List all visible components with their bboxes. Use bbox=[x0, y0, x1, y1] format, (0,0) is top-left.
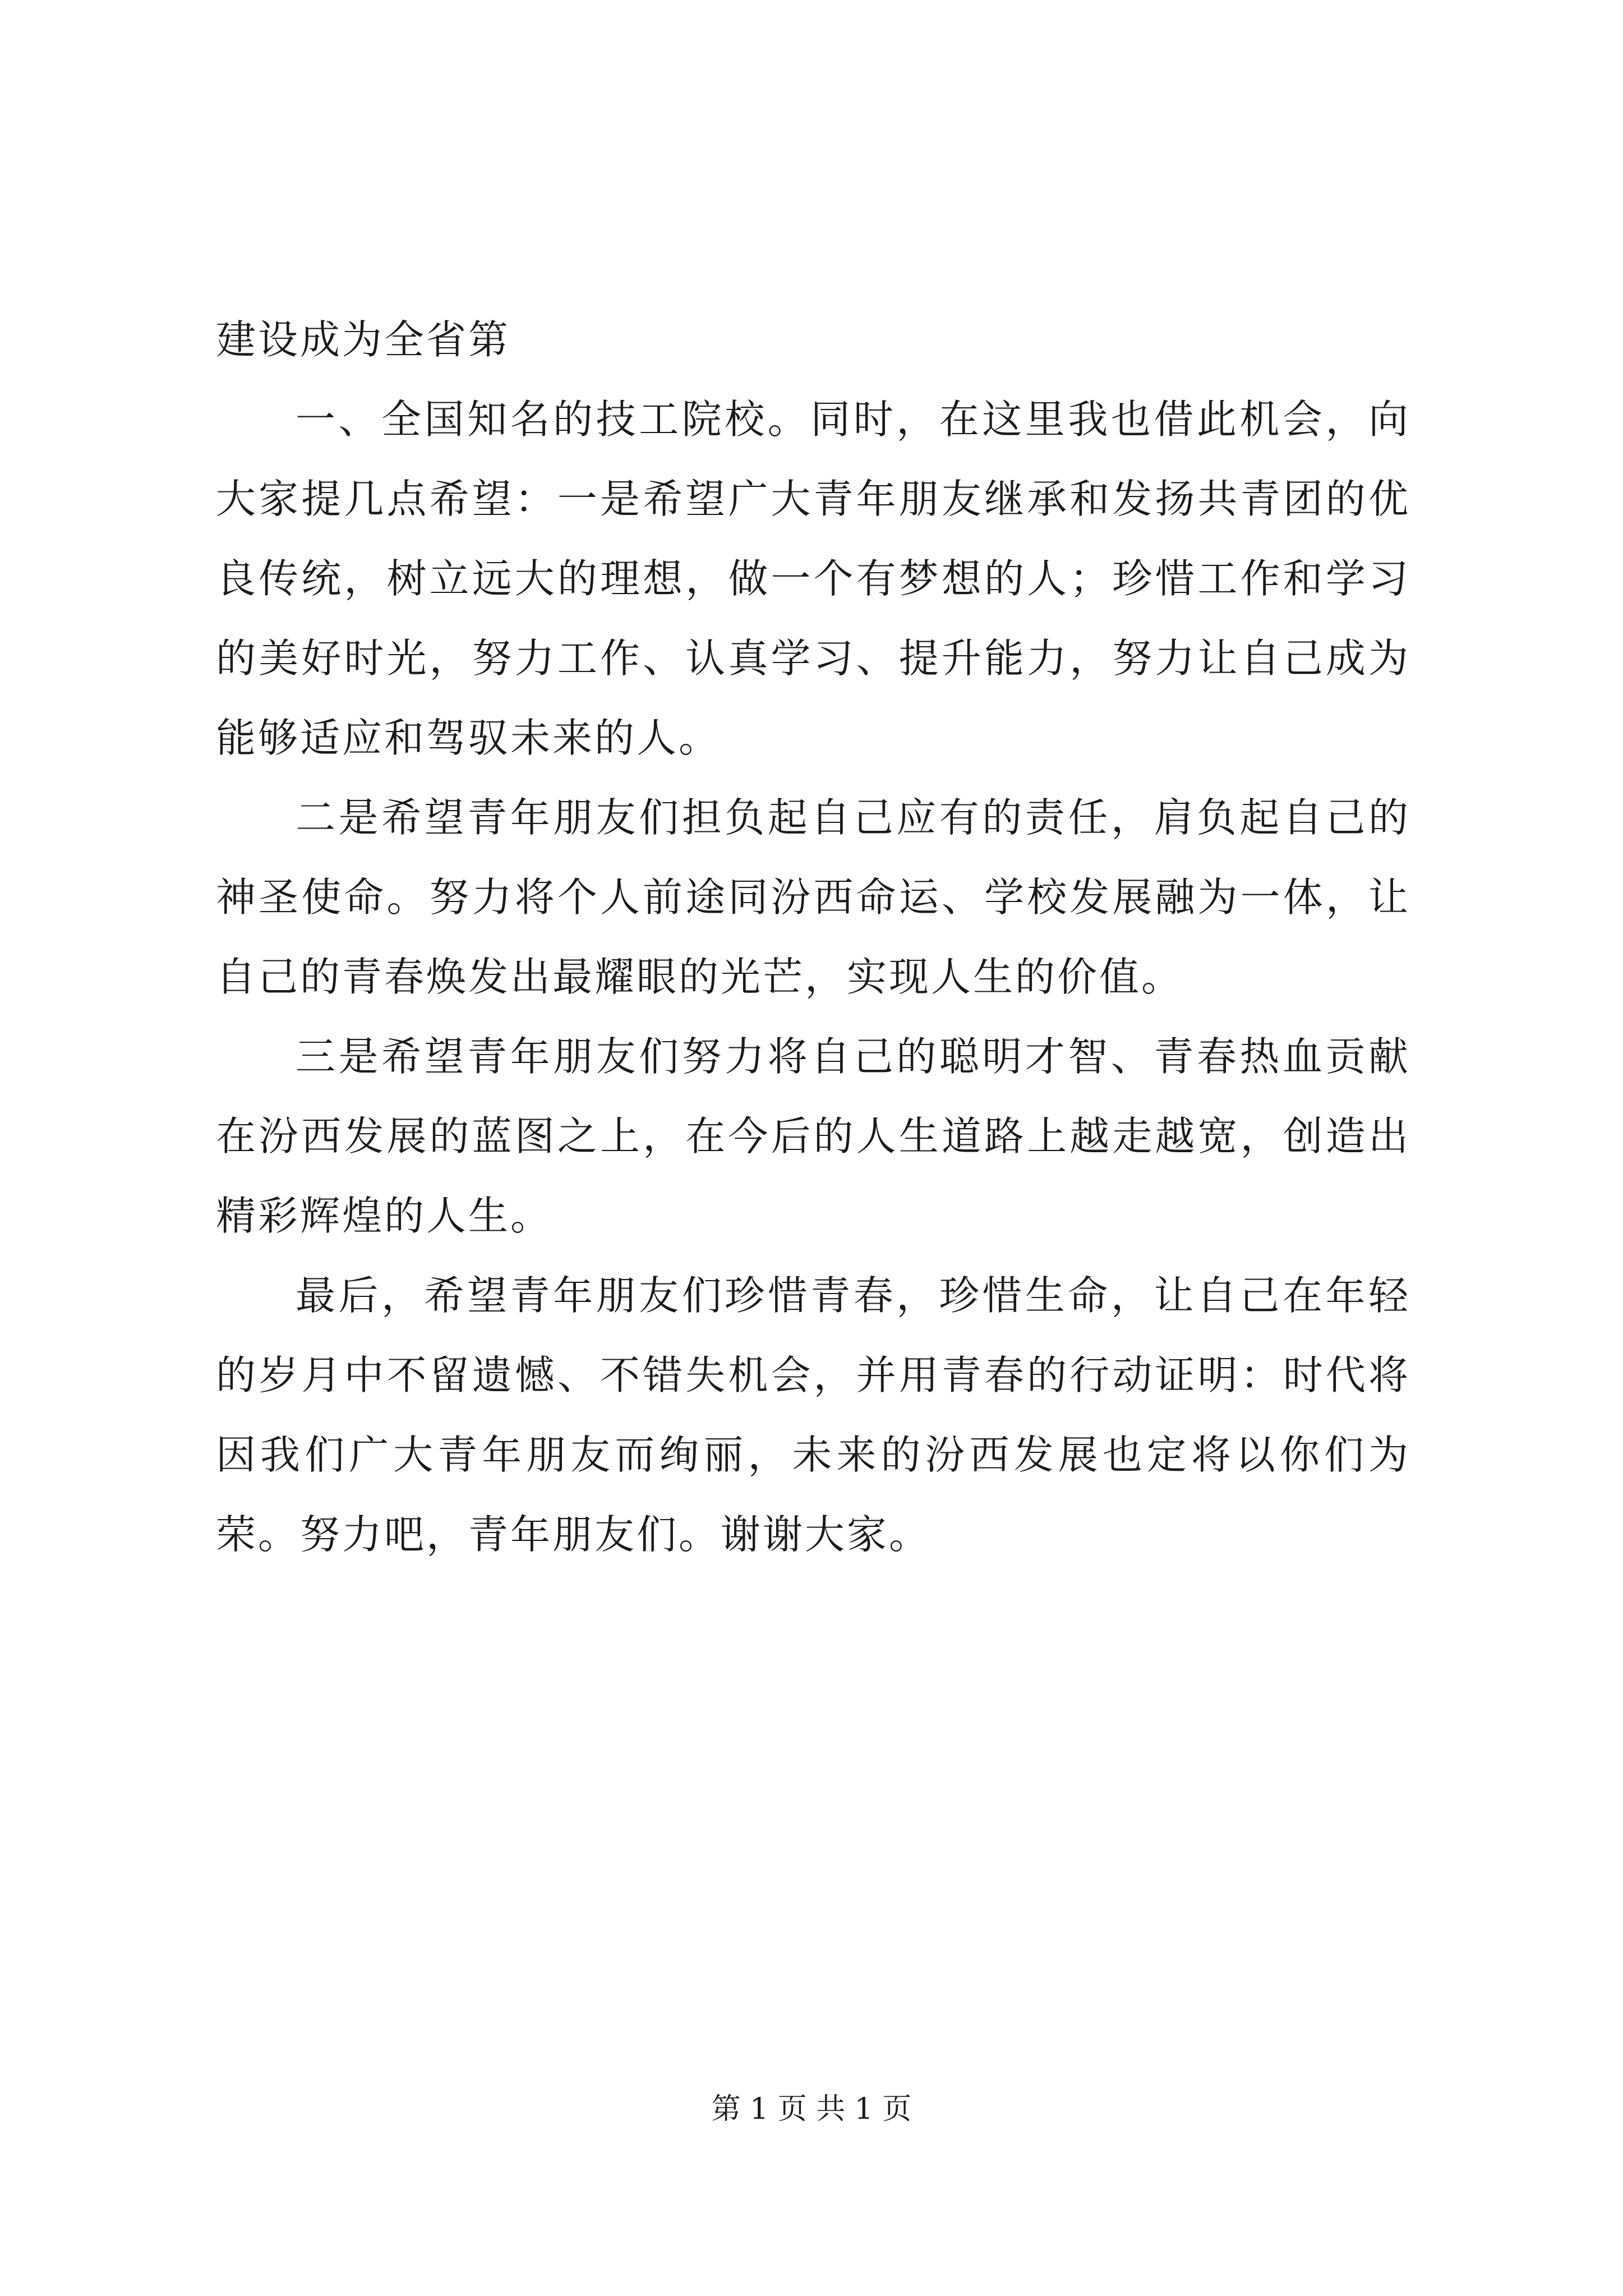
document-body bbox=[216, 300, 1410, 1575]
paragraph-2: 二是希望青年朋友们担负起自己应有的责任，肩负起自己的神圣使命。努力将个人前途同汾西命运、学校发展融为一体，让自己的青春焕发出最耀眼的光芒，实现人生的价值。 bbox=[216, 794, 1410, 1000]
paragraph-3: 三是希望青年朋友们努力将自己的聪明才智、青春热血贡献在汾西发展的蓝图之上，在今后的人生道路上越走越宽，创造出精彩辉煌的人生。 bbox=[216, 1033, 1410, 1239]
paragraph-4: 最后，希望青年朋友们珍惜青春，珍惜生命，让自己在年轻的岁月中不留遗憾、不错失机会，并用青春的行动证明：时代将因我们广大青年朋友而绚丽，未来的汾西发展也定将以你们为荣。努力吧，青年朋友们。谢谢大家。 bbox=[216, 1272, 1410, 1558]
page-footer: 第 1 页 共 1 页 bbox=[711, 2092, 912, 2126]
paragraph-fragment: 建设成为全省第 bbox=[216, 316, 511, 363]
paragraph-1: 一、全国知名的技工院校。同时，在这里我也借此机会，向大家提几点希望：一是希望广大青年朋友继承和发扬共青团的优良传统，树立远大的理想，做一个有梦想的人；珍惜工作和学习的美好时光，努力工作、认真学习、提升能力，努力让自己成为能够适应和驾驭未来的人。 bbox=[216, 396, 1410, 761]
